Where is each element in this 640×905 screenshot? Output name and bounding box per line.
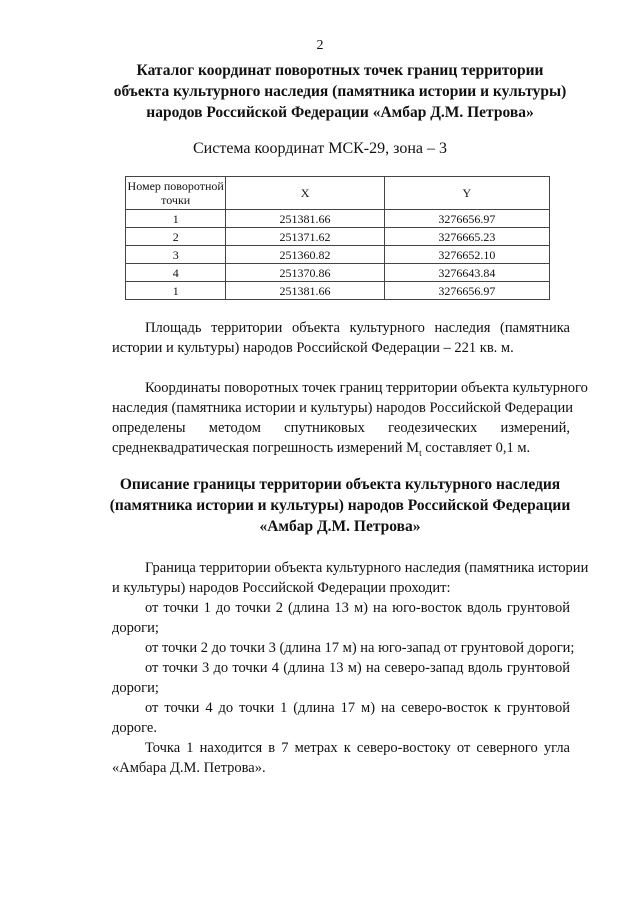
text-line: дороги; [112,680,159,696]
coordinates-table [125,176,550,300]
table-header-row [126,177,550,210]
description-title-line: (памятника истории и культуры) народов Российской Федерации [109,497,571,514]
boundary-paragraph [112,558,589,778]
text-line: и культуры) народов Российской Федерации проходит: [112,580,451,596]
table-row [126,228,550,246]
text-line: «Амбара Д.М. Петрова». [112,760,266,776]
description-title-line: Описание границы территории объекта культурного наследия [119,476,561,493]
text-line [112,438,570,458]
accuracy-value-text: составляет 0,1 м. [421,440,531,456]
cell-point: 2 [126,228,226,246]
text-line: определены методом спутниковых геодезических измерений, [112,420,570,436]
text-line: от точки 3 до точки 4 (длина 13 м) на северо-запад вдоль грунтовой [145,660,570,676]
description-title-line: «Амбар Д.М. Петрова» [259,518,421,535]
cell-y: 3276643.84 [384,264,549,282]
coordinates-paragraph [112,378,588,458]
header-y: Y [384,177,549,210]
accuracy-subscript: t [419,447,422,458]
text-line: от точки 1 до точки 2 (длина 13 м) на юго-восток вдоль грунтовой [145,600,570,616]
description-title [60,474,620,537]
text-line: Точка 1 находится в 7 метрах к северо-востоку от северного угла [145,740,570,756]
cell-x: 251360.82 [226,246,384,264]
cell-y: 3276652.10 [384,246,549,264]
header-x: X [226,177,384,210]
header-point-number: Номер поворотной точки [126,177,226,210]
text-line: Площадь территории объекта культурного наследия (памятника [145,320,570,336]
page-number: 2 [316,38,324,53]
table-row [126,282,550,300]
text-line: Координаты поворотных точек границ территории объекта культурного [145,380,588,396]
text-line: дороге. [112,720,157,736]
cell-x: 251381.66 [226,210,384,228]
text-line: наследия (памятника истории и культуры) народов Российской Федерации [112,400,574,416]
text-line: от точки 4 до точки 1 (длина 17 м) на северо-восток к грунтовой [145,700,570,716]
cell-x: 251370.86 [226,264,384,282]
catalog-title-line: объекта культурного наследия (памятника истории и культуры) [113,83,567,100]
cell-point: 3 [126,246,226,264]
table-row [126,210,550,228]
table-row [126,264,550,282]
area-paragraph [112,318,570,358]
cell-point: 4 [126,264,226,282]
cell-point: 1 [126,210,226,228]
cell-y: 3276665.23 [384,228,549,246]
catalog-title [60,60,620,123]
cell-y: 3276656.97 [384,210,549,228]
cell-y: 3276656.97 [384,282,549,300]
catalog-title-line: Каталог координат поворотных точек границ территории [136,62,544,79]
accuracy-text: среднеквадратическая погрешность измерений М [112,440,420,456]
table-row [126,246,550,264]
text-line: дороги; [112,620,159,636]
cell-point: 1 [126,282,226,300]
text-line: от точки 2 до точки 3 (длина 17 м) на юго-запад от грунтовой дороги; [145,640,575,656]
cell-x: 251381.66 [226,282,384,300]
text-line: истории и культуры) народов Российской Федерации – 221 кв. м. [112,340,514,356]
catalog-title-line: народов Российской Федерации «Амбар Д.М. Петрова» [146,104,534,121]
text-line: Граница территории объекта культурного наследия (памятника истории [145,560,589,576]
cell-x: 251371.62 [226,228,384,246]
coordinate-system-label: Система координат МСК-29, зона – 3 [192,140,448,157]
